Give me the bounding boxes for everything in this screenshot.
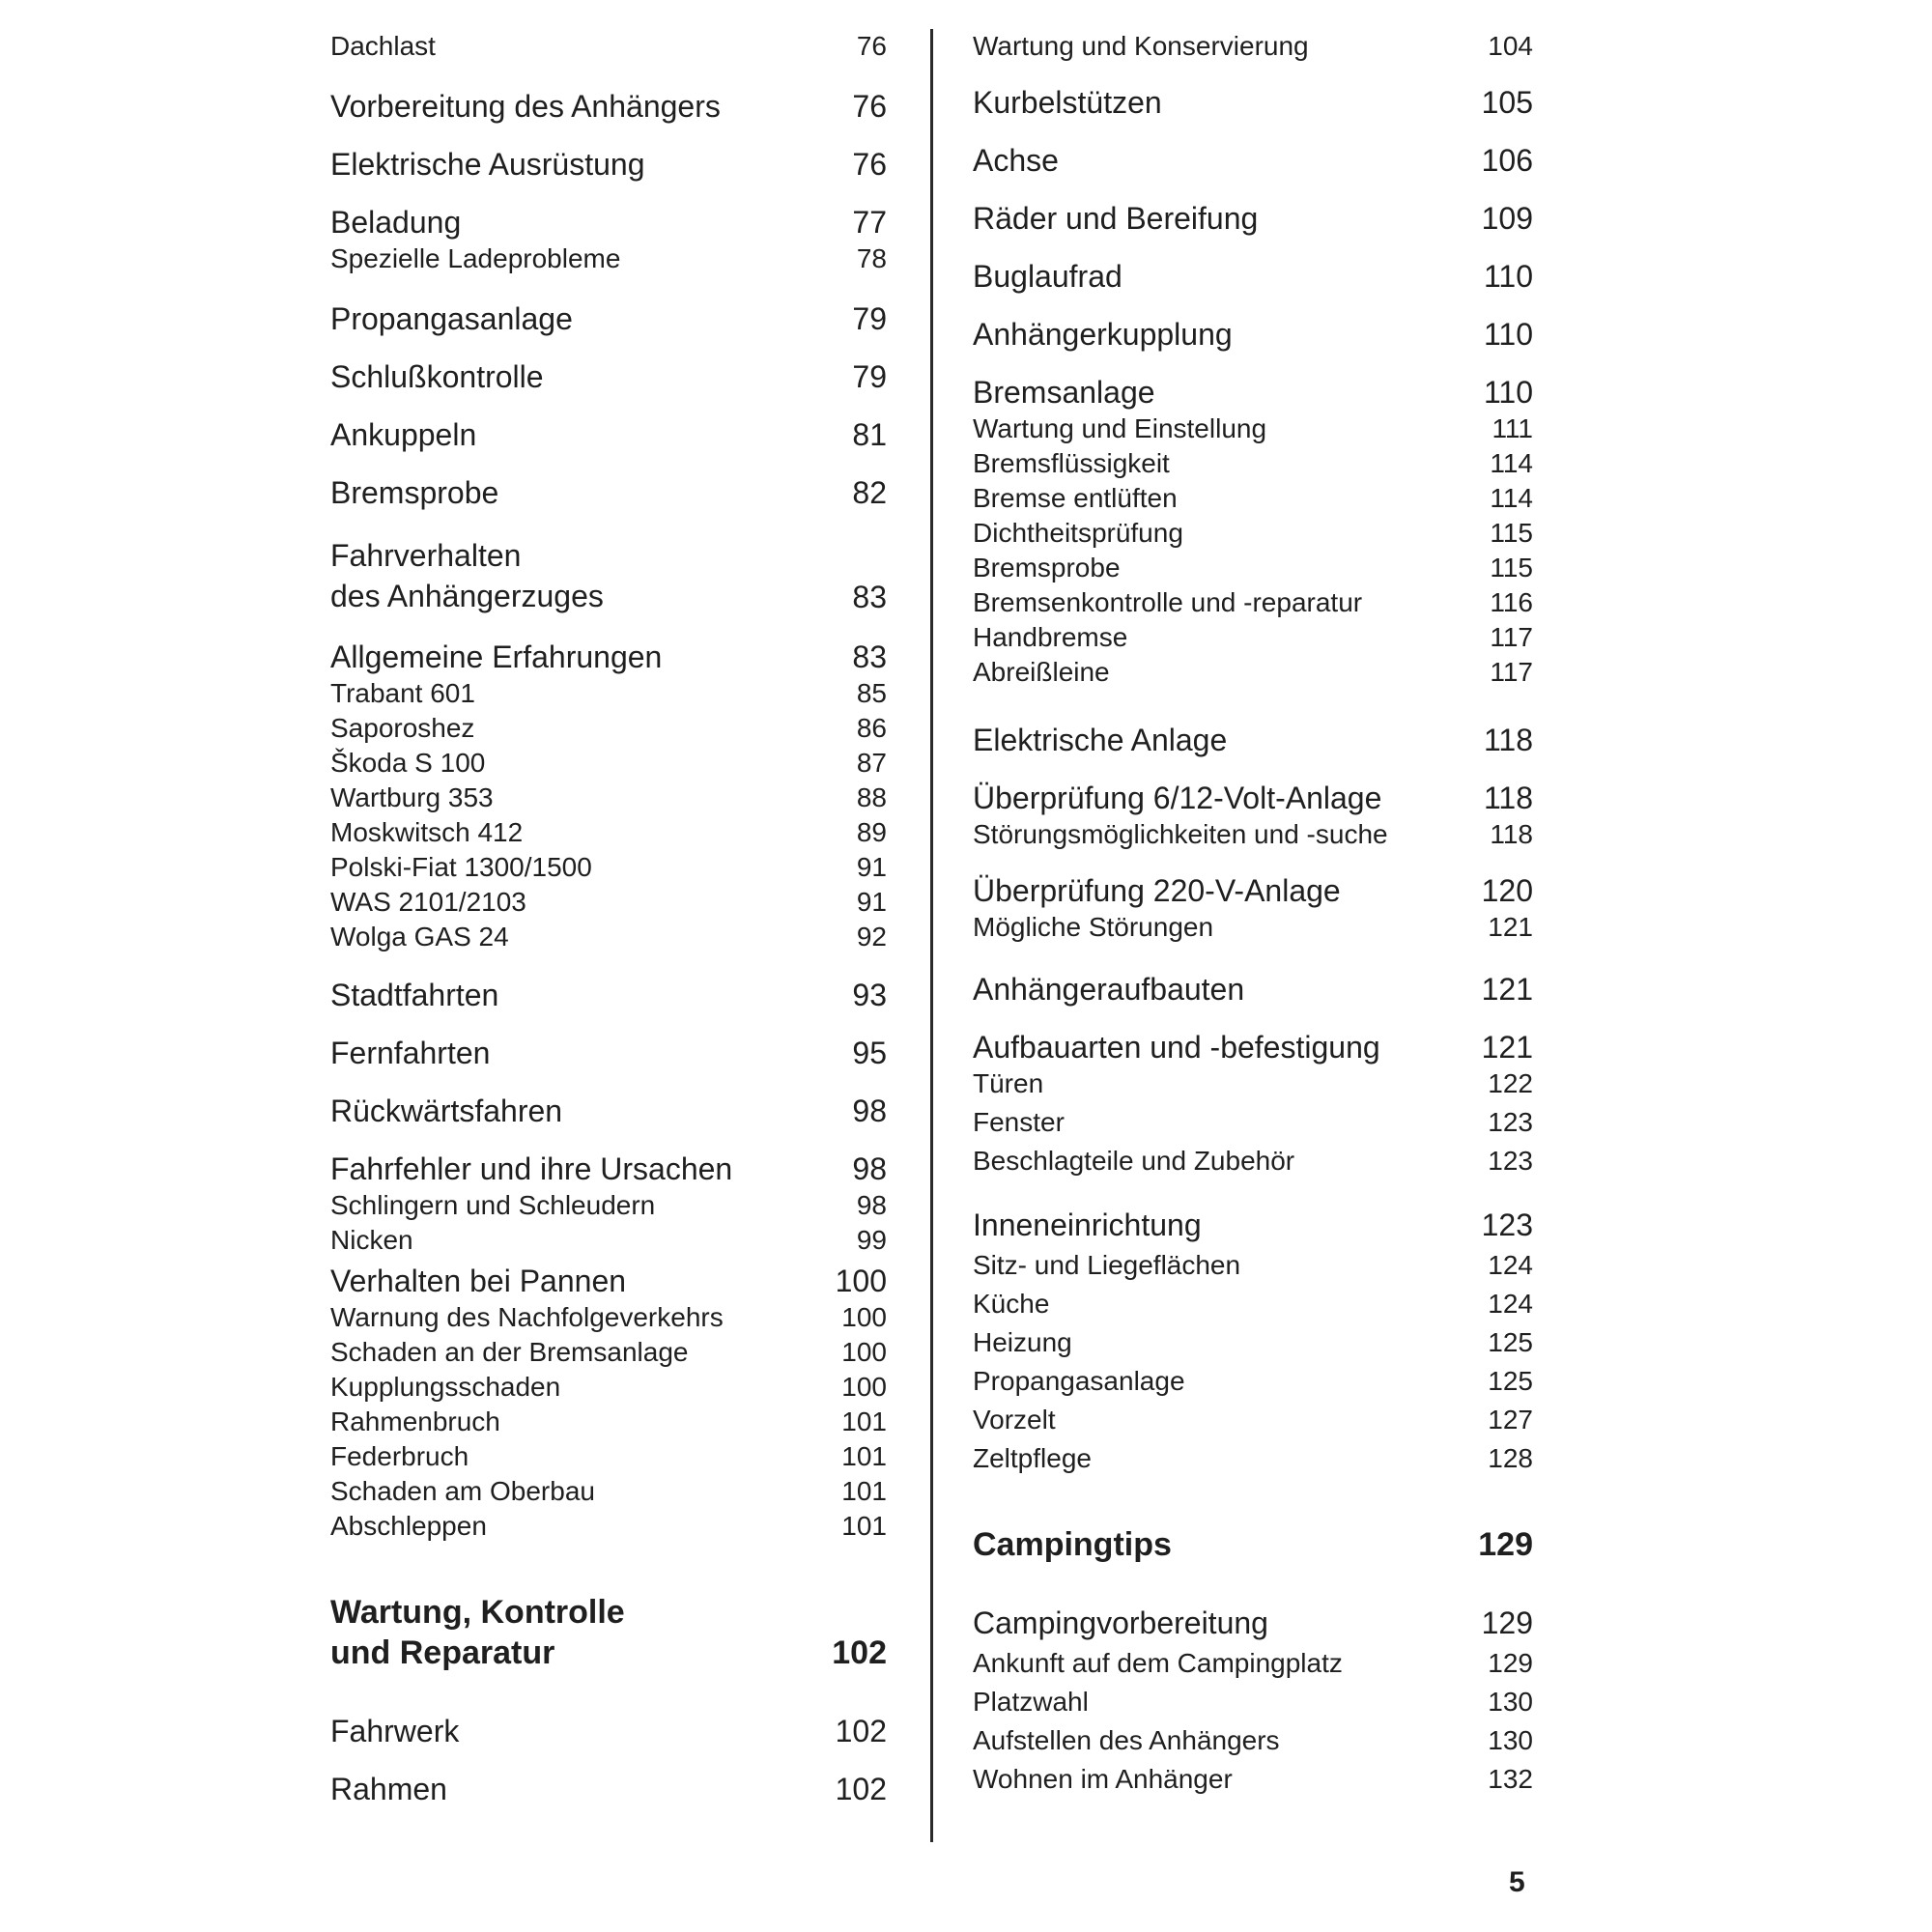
toc-entry xyxy=(973,29,1533,64)
toc-entry-page: 118 xyxy=(1490,819,1533,849)
toc-entry-page: 104 xyxy=(1488,31,1533,61)
toc-entry xyxy=(973,721,1533,759)
toc-left-column xyxy=(330,29,887,1808)
toc-entry-page: 121 xyxy=(1481,972,1533,1007)
toc-entry-page: 110 xyxy=(1483,375,1533,410)
toc-entry-title: Saporoshez xyxy=(330,713,475,743)
toc-entry-title: Elektrische Anlage xyxy=(973,723,1228,757)
toc-entry xyxy=(330,1335,887,1370)
toc-entry xyxy=(330,473,887,512)
toc-entry xyxy=(973,1524,1533,1565)
toc-entry-page: 130 xyxy=(1488,1725,1533,1755)
toc-entry-page: 101 xyxy=(841,1476,887,1506)
toc-entry xyxy=(973,910,1533,945)
toc-entry-page: 110 xyxy=(1483,317,1533,352)
toc-entry xyxy=(330,976,887,1014)
toc-entry-title: Inneneinrichtung xyxy=(973,1208,1202,1242)
toc-entry-title: Vorbereitung des Anhängers xyxy=(330,89,721,124)
toc-entry-page: 123 xyxy=(1488,1146,1533,1176)
toc-entry xyxy=(330,145,887,184)
toc-entry xyxy=(330,1405,887,1439)
toc-entry-title: Rückwärtsfahren xyxy=(330,1094,563,1128)
toc-entry-page: 99 xyxy=(856,1225,887,1255)
toc-entry-page: 76 xyxy=(852,147,887,182)
toc-entry-page: 121 xyxy=(1481,1030,1533,1065)
toc-entry-page: 83 xyxy=(852,639,887,674)
toc-entry xyxy=(973,1762,1533,1797)
toc-entry-page: 125 xyxy=(1488,1327,1533,1357)
toc-entry xyxy=(330,711,887,746)
toc-entry-page: 100 xyxy=(841,1302,887,1332)
toc-entry-page: 81 xyxy=(852,417,887,452)
toc-entry-page: 82 xyxy=(852,475,887,510)
toc-entry xyxy=(330,87,887,126)
toc-entry xyxy=(330,1092,887,1130)
toc-entry-page: 77 xyxy=(852,205,887,240)
toc-entry-title: WAS 2101/2103 xyxy=(330,887,526,917)
toc-entry-page: 76 xyxy=(852,89,887,124)
toc-entry-title: Aufstellen des Anhängers xyxy=(973,1725,1280,1755)
toc-entry-page: 127 xyxy=(1488,1405,1533,1435)
toc-entry xyxy=(973,970,1533,1009)
toc-entry-page: 116 xyxy=(1490,587,1533,617)
toc-entry xyxy=(973,1066,1533,1101)
toc-entry-page: 114 xyxy=(1490,448,1533,478)
toc-entry-title: Anhängerkupplung xyxy=(973,317,1233,352)
toc-entry-title: Fahrwerk xyxy=(330,1714,460,1748)
toc-entry xyxy=(973,1105,1533,1140)
toc-entry xyxy=(330,1370,887,1405)
toc-entry-title: Vorzelt xyxy=(973,1405,1056,1435)
toc-entry-title: Wartburg 353 xyxy=(330,782,494,812)
toc-entry xyxy=(330,1150,887,1188)
toc-entry-title: Sitz- und Liegeflächen xyxy=(973,1250,1241,1280)
toc-entry-page: 101 xyxy=(841,1441,887,1471)
toc-entry-title: Buglaufrad xyxy=(973,259,1122,294)
toc-entry-title: Federbruch xyxy=(330,1441,469,1471)
toc-entry-page: 87 xyxy=(856,748,887,778)
toc-entry xyxy=(973,620,1533,655)
toc-entry xyxy=(330,1770,887,1808)
toc-entry-page: 110 xyxy=(1483,259,1533,294)
toc-entry xyxy=(973,481,1533,516)
toc-entry-page: 109 xyxy=(1481,201,1533,236)
toc-entry xyxy=(330,920,887,954)
toc-entry xyxy=(330,746,887,781)
toc-entry xyxy=(330,415,887,454)
toc-entry-page: 98 xyxy=(852,1094,887,1128)
page-number: 5 xyxy=(1509,1866,1525,1898)
toc-entry-page: 79 xyxy=(852,301,887,336)
toc-entry-page: 129 xyxy=(1478,1526,1533,1563)
toc-entry xyxy=(973,1685,1533,1719)
toc-entry xyxy=(973,1028,1533,1066)
toc-entry-title: Überprüfung 6/12-Volt-Anlage xyxy=(973,781,1382,815)
toc-entry xyxy=(330,357,887,396)
toc-entry-title: Nicken xyxy=(330,1225,413,1255)
toc-entry xyxy=(330,535,887,616)
toc-right-column xyxy=(973,29,1533,1797)
toc-entry xyxy=(973,1248,1533,1283)
toc-entry-title: Abreißleine xyxy=(973,657,1110,687)
toc-entry-page: 123 xyxy=(1488,1107,1533,1137)
toc-entry xyxy=(973,1144,1533,1179)
toc-entry xyxy=(330,1262,887,1300)
toc-entry-page: 132 xyxy=(1488,1764,1533,1794)
toc-entry-title: Handbremse xyxy=(973,622,1128,652)
toc-entry-title: Schlingern und Schleudern xyxy=(330,1190,656,1220)
toc-entry xyxy=(973,1723,1533,1758)
toc-entry xyxy=(330,1439,887,1474)
toc-entry-page: 101 xyxy=(841,1406,887,1436)
toc-entry-page: 100 xyxy=(841,1372,887,1402)
toc-entry-title: Dichtheitsprüfung xyxy=(973,518,1183,548)
toc-entry xyxy=(330,29,887,64)
toc-entry xyxy=(973,1287,1533,1321)
toc-entry-page: 85 xyxy=(856,678,887,708)
toc-entry-title: Trabant 601 xyxy=(330,678,475,708)
toc-entry-page: 83 xyxy=(852,580,887,614)
toc-entry-page: 129 xyxy=(1488,1648,1533,1678)
toc-entry-page: 111 xyxy=(1492,413,1533,443)
toc-entry xyxy=(973,655,1533,690)
toc-entry-title: Rahmen xyxy=(330,1772,447,1806)
toc-entry-page: 102 xyxy=(832,1634,887,1671)
toc-entry-title: Bremsflüssigkeit xyxy=(973,448,1170,478)
toc-entry-page: 122 xyxy=(1488,1068,1533,1098)
toc-entry-title: Platzwahl xyxy=(973,1687,1089,1717)
toc-entry-title: Dachlast xyxy=(330,31,436,61)
toc-entry-page: 76 xyxy=(856,31,887,61)
toc-entry-title: Verhalten bei Pannen xyxy=(330,1264,627,1298)
toc-entry xyxy=(973,1364,1533,1399)
toc-entry-page: 92 xyxy=(856,922,887,952)
toc-entry-title: Schlußkontrolle xyxy=(330,359,544,394)
toc-entry-title: Kupplungsschaden xyxy=(330,1372,561,1402)
toc-entry xyxy=(973,516,1533,551)
toc-entry-page: 117 xyxy=(1490,657,1533,687)
toc-entry xyxy=(330,1474,887,1509)
toc-entry xyxy=(330,885,887,920)
toc-entry-page: 78 xyxy=(856,243,887,273)
toc-entry-page: 124 xyxy=(1488,1289,1533,1319)
toc-entry-title: Wartung und Konservierung xyxy=(973,31,1309,61)
toc-entry-page: 124 xyxy=(1488,1250,1533,1280)
toc-entry-title: Fenster xyxy=(973,1107,1065,1137)
toc-entry-title: Bremsenkontrolle und -reparatur xyxy=(973,587,1363,617)
toc-entry-title: Elektrische Ausrüstung xyxy=(330,147,645,182)
toc-entry-title: Fahrfehler und ihre Ursachen xyxy=(330,1151,733,1186)
toc-entry xyxy=(330,1712,887,1750)
toc-entry-title: Bremsprobe xyxy=(973,553,1121,582)
toc-entry-page: 86 xyxy=(856,713,887,743)
toc-entry-title: Schaden an der Bremsanlage xyxy=(330,1337,689,1367)
toc-entry xyxy=(973,779,1533,817)
toc-entry-page: 123 xyxy=(1481,1208,1533,1242)
toc-entry xyxy=(973,1441,1533,1476)
toc-entry-title: Zeltpflege xyxy=(973,1443,1092,1473)
toc-entry-title: Propangasanlage xyxy=(330,301,573,336)
toc-entry xyxy=(973,1206,1533,1244)
toc-entry-title: Škoda S 100 xyxy=(330,748,486,778)
toc-entry-title: Überprüfung 220-V-Anlage xyxy=(973,873,1341,908)
toc-entry-title: Kurbelstützen xyxy=(973,85,1162,120)
toc-entry-page: 100 xyxy=(835,1264,887,1298)
toc-entry xyxy=(973,1403,1533,1437)
toc-entry-page: 98 xyxy=(852,1151,887,1186)
toc-entry-page: 91 xyxy=(856,887,887,917)
toc-entry xyxy=(973,1604,1533,1642)
toc-entry-page: 106 xyxy=(1481,143,1533,178)
toc-entry-title: Wartung, Kontrolle und Reparatur xyxy=(330,1594,625,1671)
toc-entry xyxy=(973,446,1533,481)
toc-entry xyxy=(973,871,1533,910)
toc-entry-page: 121 xyxy=(1488,912,1533,942)
toc-entry-title: Fernfahrten xyxy=(330,1036,491,1070)
toc-entry-page: 117 xyxy=(1490,622,1533,652)
toc-entry-title: Rahmenbruch xyxy=(330,1406,500,1436)
toc-entry xyxy=(973,585,1533,620)
toc-entry-title: Stadtfahrten xyxy=(330,978,499,1012)
toc-entry-title: Campingtips xyxy=(973,1526,1172,1563)
toc-entry xyxy=(330,676,887,711)
toc-entry-title: Räder und Bereifung xyxy=(973,201,1259,236)
toc-entry-title: Bremsanlage xyxy=(973,375,1155,410)
toc-entry-page: 98 xyxy=(856,1190,887,1220)
toc-entry xyxy=(330,242,887,276)
toc-entry-page: 129 xyxy=(1481,1605,1533,1640)
toc-entry-title: Ankuppeln xyxy=(330,417,477,452)
toc-entry xyxy=(973,373,1533,412)
toc-entry-title: Abschleppen xyxy=(330,1511,487,1541)
toc-entry-title: Bremse entlüften xyxy=(973,483,1178,513)
toc-entry xyxy=(330,815,887,850)
toc-entry-page: 105 xyxy=(1481,85,1533,120)
toc-entry xyxy=(973,83,1533,122)
toc-entry xyxy=(330,850,887,885)
toc-entry-title: Allgemeine Erfahrungen xyxy=(330,639,663,674)
toc-entry-page: 101 xyxy=(841,1511,887,1541)
toc-entry-title: Campingvorbereitung xyxy=(973,1605,1268,1640)
toc-entry-title: Störungsmöglichkeiten und -suche xyxy=(973,819,1388,849)
toc-entry-title: Propangasanlage xyxy=(973,1366,1185,1396)
toc-entry-page: 79 xyxy=(852,359,887,394)
toc-entry-title: Türen xyxy=(973,1068,1044,1098)
toc-entry-page: 114 xyxy=(1490,483,1533,513)
toc-entry-page: 95 xyxy=(852,1036,887,1070)
toc-entry-title: Beschlagteile und Zubehör xyxy=(973,1146,1295,1176)
toc-entry-title: Mögliche Störungen xyxy=(973,912,1214,942)
toc-entry-page: 130 xyxy=(1488,1687,1533,1717)
toc-entry-page: 89 xyxy=(856,817,887,847)
toc-entry xyxy=(973,817,1533,852)
toc-entry-title: Aufbauarten und -befestigung xyxy=(973,1030,1380,1065)
toc-entry-title: Küche xyxy=(973,1289,1050,1319)
toc-entry-page: 128 xyxy=(1488,1443,1533,1473)
toc-entry-page: 100 xyxy=(841,1337,887,1367)
toc-entry-title: Polski-Fiat 1300/1500 xyxy=(330,852,592,882)
toc-entry xyxy=(973,257,1533,296)
toc-entry-page: 102 xyxy=(835,1714,887,1748)
toc-entry-title: Schaden am Oberbau xyxy=(330,1476,595,1506)
toc-entry xyxy=(330,781,887,815)
toc-entry xyxy=(330,638,887,676)
toc-entry-page: 118 xyxy=(1483,781,1533,815)
toc-entry xyxy=(973,1646,1533,1681)
toc-entry-page: 118 xyxy=(1483,723,1533,757)
toc-entry-page: 120 xyxy=(1481,873,1533,908)
toc-entry xyxy=(330,1509,887,1544)
toc-entry-title: Spezielle Ladeprobleme xyxy=(330,243,621,273)
toc-entry-title: Fahrverhalten des Anhängerzuges xyxy=(330,538,604,613)
toc-entry xyxy=(973,551,1533,585)
toc-entry xyxy=(330,203,887,242)
toc-entry xyxy=(973,1325,1533,1360)
toc-entry-page: 93 xyxy=(852,978,887,1012)
toc-entry-title: Wohnen im Anhänger xyxy=(973,1764,1233,1794)
toc-entry xyxy=(973,199,1533,238)
toc-entry-title: Wartung und Einstellung xyxy=(973,413,1267,443)
toc-entry-page: 115 xyxy=(1490,518,1533,548)
toc-entry xyxy=(973,315,1533,354)
toc-entry-title: Warnung des Nachfolgeverkehrs xyxy=(330,1302,724,1332)
toc-entry-title: Anhängeraufbauten xyxy=(973,972,1245,1007)
column-divider xyxy=(930,29,933,1842)
toc-entry-title: Ankunft auf dem Campingplatz xyxy=(973,1648,1343,1678)
toc-entry-title: Wolga GAS 24 xyxy=(330,922,509,952)
toc-entry xyxy=(330,1223,887,1258)
toc-entry-page: 88 xyxy=(856,782,887,812)
toc-entry-page: 91 xyxy=(856,852,887,882)
toc-entry xyxy=(330,1034,887,1072)
toc-entry xyxy=(330,1188,887,1223)
toc-entry-title: Moskwitsch 412 xyxy=(330,817,524,847)
toc-entry xyxy=(973,141,1533,180)
toc-entry xyxy=(330,1300,887,1335)
toc-entry xyxy=(973,412,1533,446)
toc-entry-page: 115 xyxy=(1490,553,1533,582)
toc-entry-title: Beladung xyxy=(330,205,462,240)
toc-entry-title: Bremsprobe xyxy=(330,475,499,510)
toc-entry-title: Heizung xyxy=(973,1327,1072,1357)
toc-entry-page: 125 xyxy=(1488,1366,1533,1396)
toc-entry-title: Achse xyxy=(973,143,1059,178)
toc-entry xyxy=(330,299,887,338)
toc-entry xyxy=(330,1592,887,1673)
toc-entry-page: 102 xyxy=(835,1772,887,1806)
